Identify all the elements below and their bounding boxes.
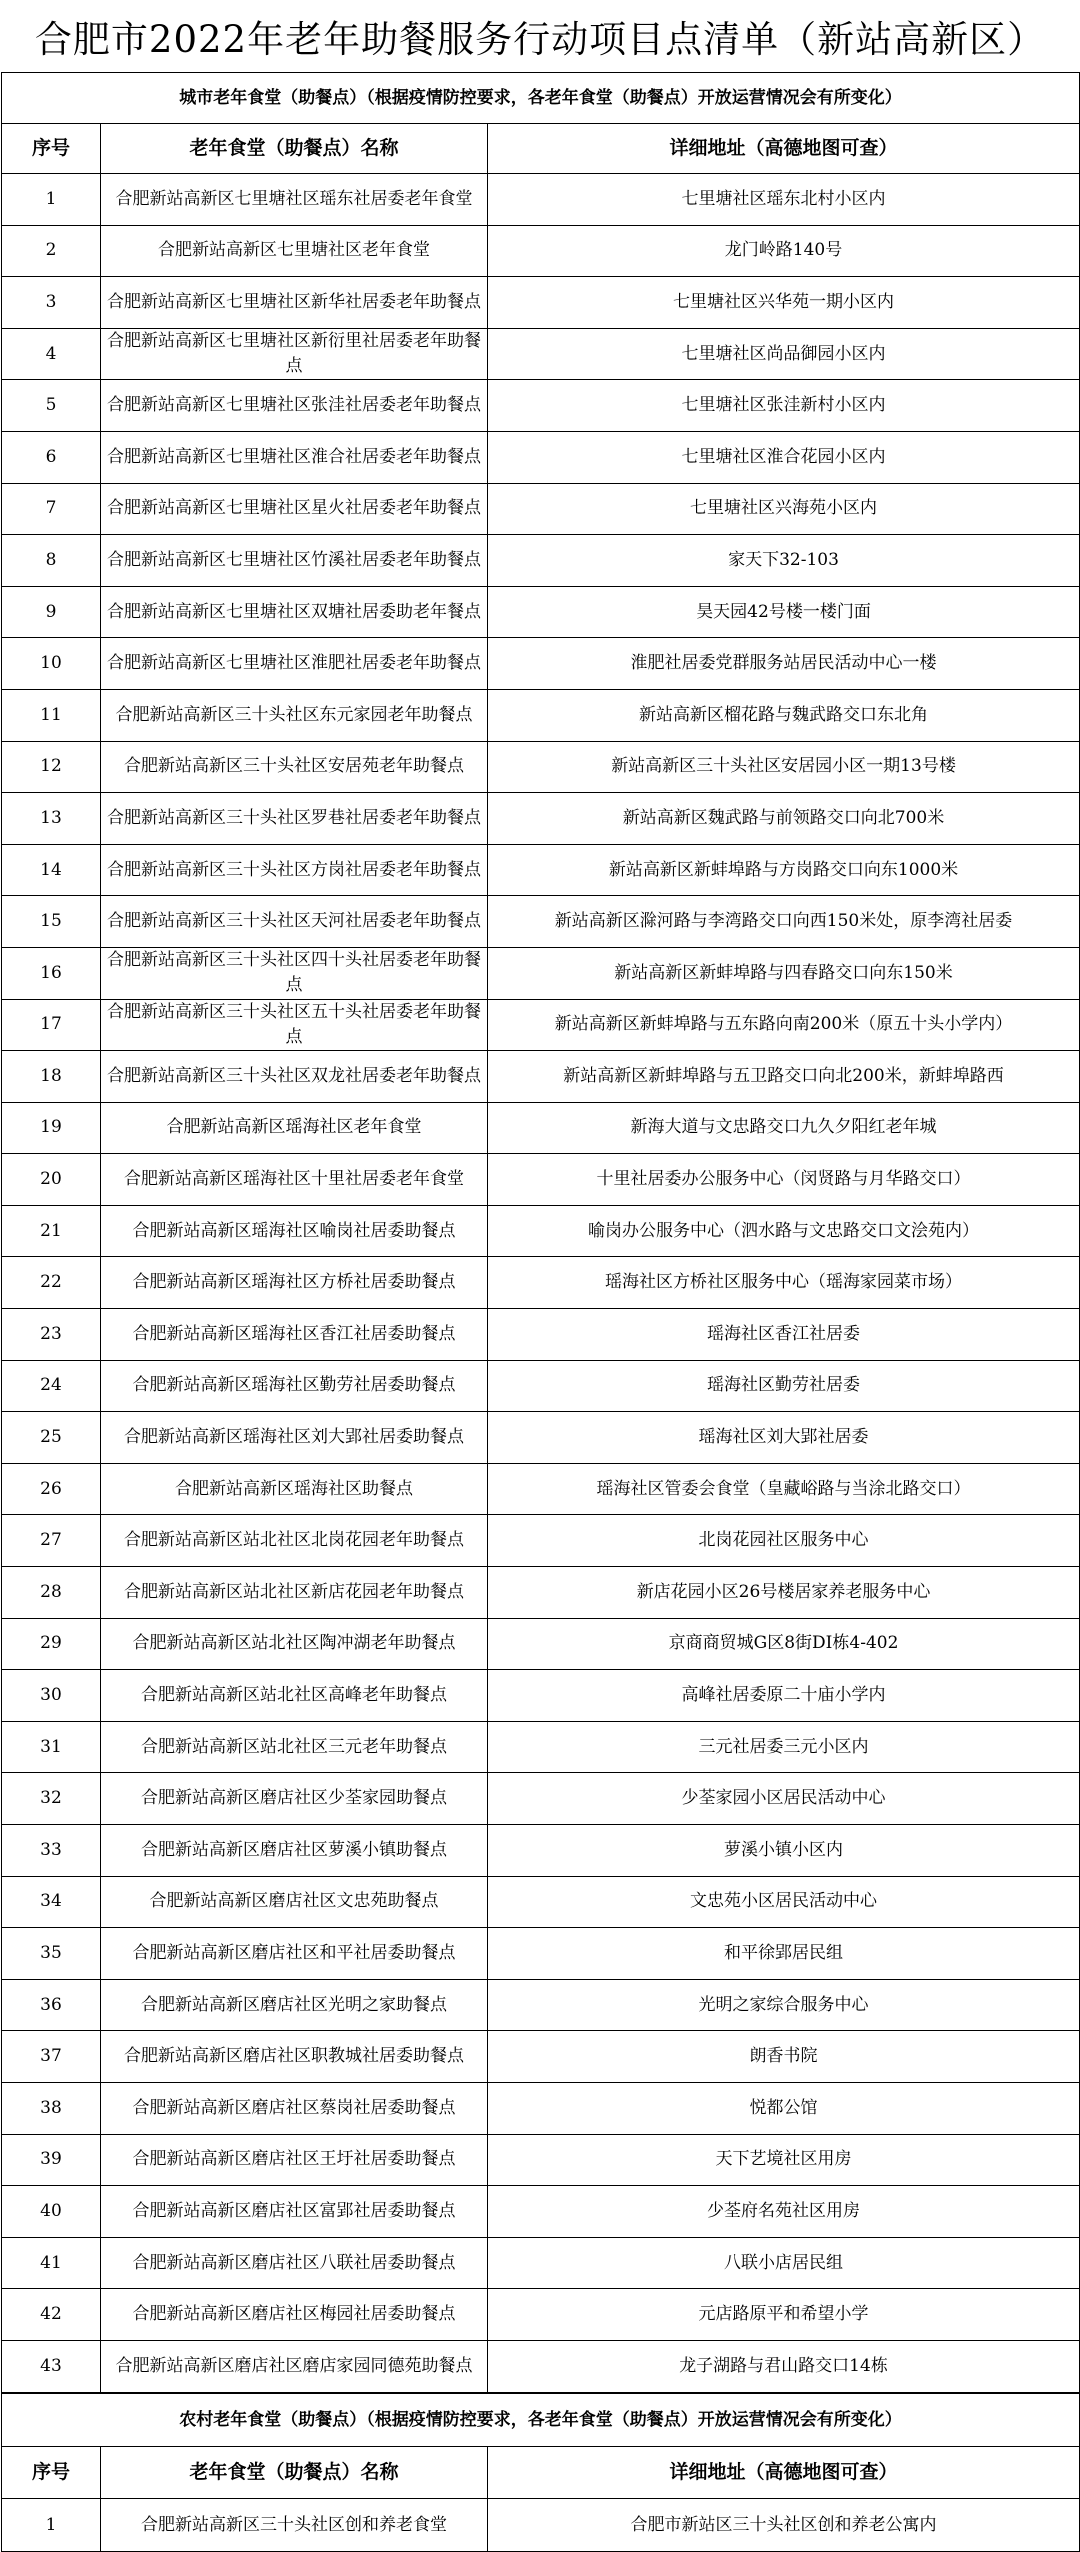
canteen-address: 新店花园小区26号楼居家养老服务中心 bbox=[488, 1567, 1080, 1619]
canteen-address: 新站高新区魏武路与前领路交口向北700米 bbox=[488, 793, 1080, 845]
table-row bbox=[2, 328, 1080, 380]
canteen-name: 合肥新站高新区七里塘社区张洼社居委老年助餐点 bbox=[101, 380, 488, 432]
canteen-address: 喻岗办公服务中心（泗水路与文忠路交口文浍苑内） bbox=[488, 1205, 1080, 1257]
table-row bbox=[2, 1721, 1080, 1773]
section-title: 农村老年食堂（助餐点）（根据疫情防控要求，各老年食堂（助餐点）开放运营情况会有所变化） bbox=[2, 2394, 1080, 2447]
column-header-row bbox=[2, 124, 1080, 174]
canteen-address: 京商商贸城G区8街DI栋4-402 bbox=[488, 1618, 1080, 1670]
canteen-address: 龙子湖路与君山路交口14栋 bbox=[488, 2340, 1080, 2392]
table-row bbox=[2, 1825, 1080, 1877]
table-row bbox=[2, 2186, 1080, 2238]
canteen-name: 合肥新站高新区磨店社区磨店家园同德苑助餐点 bbox=[101, 2340, 488, 2392]
table-row bbox=[2, 2499, 1080, 2552]
canteen-address: 光明之家综合服务中心 bbox=[488, 1979, 1080, 2031]
column-header-address: 详细地址（高德地图可查） bbox=[488, 124, 1080, 174]
canteen-name: 合肥新站高新区三十头社区五十头社居委老年助餐点 bbox=[101, 999, 488, 1051]
row-number: 21 bbox=[2, 1205, 101, 1257]
table-row bbox=[2, 741, 1080, 793]
row-number: 39 bbox=[2, 2134, 101, 2186]
table-row bbox=[2, 689, 1080, 741]
table-row bbox=[2, 277, 1080, 329]
canteen-address: 七里塘社区张洼新村小区内 bbox=[488, 380, 1080, 432]
canteen-address: 少荃府名苑社区用房 bbox=[488, 2186, 1080, 2238]
canteen-address: 瑶海社区勤劳社居委 bbox=[488, 1360, 1080, 1412]
row-number: 1 bbox=[2, 174, 101, 226]
table-row bbox=[2, 1412, 1080, 1464]
canteen-name: 合肥新站高新区站北社区北岗花园老年助餐点 bbox=[101, 1515, 488, 1567]
canteen-name: 合肥新站高新区三十头社区天河社居委老年助餐点 bbox=[101, 896, 488, 948]
table-row bbox=[2, 1051, 1080, 1103]
canteen-address: 三元社居委三元小区内 bbox=[488, 1721, 1080, 1773]
canteen-name: 合肥新站高新区瑶海社区刘大郢社居委助餐点 bbox=[101, 1412, 488, 1464]
canteen-name: 合肥新站高新区瑶海社区十里社居委老年食堂 bbox=[101, 1154, 488, 1206]
canteen-name: 合肥新站高新区磨店社区少荃家园助餐点 bbox=[101, 1773, 488, 1825]
page-title: 合肥市2022年老年助餐服务行动项目点清单（新站高新区） bbox=[34, 18, 1046, 61]
canteen-address: 高峰社居委原二十庙小学内 bbox=[488, 1670, 1080, 1722]
column-header-address: 详细地址（高德地图可查） bbox=[488, 2447, 1080, 2499]
section-title: 城市老年食堂（助餐点）（根据疫情防控要求，各老年食堂（助餐点）开放运营情况会有所变化） bbox=[2, 73, 1080, 124]
canteen-address: 天下艺境社区用房 bbox=[488, 2134, 1080, 2186]
row-number: 11 bbox=[2, 689, 101, 741]
row-number: 42 bbox=[2, 2289, 101, 2341]
canteen-name: 合肥新站高新区站北社区三元老年助餐点 bbox=[101, 1721, 488, 1773]
row-number: 33 bbox=[2, 1825, 101, 1877]
canteen-name: 合肥新站高新区瑶海社区助餐点 bbox=[101, 1463, 488, 1515]
row-number: 30 bbox=[2, 1670, 101, 1722]
column-header-name: 老年食堂（助餐点）名称 bbox=[101, 124, 488, 174]
canteen-name: 合肥新站高新区磨店社区梅园社居委助餐点 bbox=[101, 2289, 488, 2341]
table-row bbox=[2, 1515, 1080, 1567]
canteen-name: 合肥新站高新区瑶海社区勤劳社居委助餐点 bbox=[101, 1360, 488, 1412]
row-number: 8 bbox=[2, 535, 101, 587]
row-number: 5 bbox=[2, 380, 101, 432]
table-row bbox=[2, 380, 1080, 432]
table-row bbox=[2, 1618, 1080, 1670]
canteen-name: 合肥新站高新区三十头社区东元家园老年助餐点 bbox=[101, 689, 488, 741]
row-number: 10 bbox=[2, 638, 101, 690]
canteen-address: 少荃家园小区居民活动中心 bbox=[488, 1773, 1080, 1825]
canteen-address: 新站高新区新蚌埠路与五卫路交口向北200米，新蚌埠路西 bbox=[488, 1051, 1080, 1103]
canteen-address: 十里社居委办公服务中心（闵贤路与月华路交口） bbox=[488, 1154, 1080, 1206]
canteen-name: 合肥新站高新区磨店社区八联社居委助餐点 bbox=[101, 2237, 488, 2289]
canteen-address: 朗香书院 bbox=[488, 2031, 1080, 2083]
row-number: 29 bbox=[2, 1618, 101, 1670]
canteen-name: 合肥新站高新区七里塘社区双塘社居委助老年餐点 bbox=[101, 586, 488, 638]
canteen-name: 合肥新站高新区瑶海社区方桥社居委助餐点 bbox=[101, 1257, 488, 1309]
table-row bbox=[2, 2237, 1080, 2289]
canteen-address: 新站高新区滁河路与李湾路交口向西150米处，原李湾社居委 bbox=[488, 896, 1080, 948]
canteen-name: 合肥新站高新区三十头社区双龙社居委老年助餐点 bbox=[101, 1051, 488, 1103]
canteen-name: 合肥新站高新区七里塘社区淮肥社居委老年助餐点 bbox=[101, 638, 488, 690]
canteen-name: 合肥新站高新区磨店社区职教城社居委助餐点 bbox=[101, 2031, 488, 2083]
table-row bbox=[2, 483, 1080, 535]
table-row bbox=[2, 174, 1080, 226]
canteen-address: 淮肥社居委党群服务站居民活动中心一楼 bbox=[488, 638, 1080, 690]
row-number: 20 bbox=[2, 1154, 101, 1206]
canteen-name: 合肥新站高新区三十头社区罗巷社居委老年助餐点 bbox=[101, 793, 488, 845]
row-number: 14 bbox=[2, 844, 101, 896]
row-number: 7 bbox=[2, 483, 101, 535]
row-number: 15 bbox=[2, 896, 101, 948]
row-number: 40 bbox=[2, 2186, 101, 2238]
row-number: 34 bbox=[2, 1876, 101, 1928]
table-row bbox=[2, 947, 1080, 999]
row-number: 18 bbox=[2, 1051, 101, 1103]
table-row bbox=[2, 2082, 1080, 2134]
canteen-name: 合肥新站高新区三十头社区安居苑老年助餐点 bbox=[101, 741, 488, 793]
canteen-address: 瑶海社区香江社居委 bbox=[488, 1309, 1080, 1361]
table-row bbox=[2, 1567, 1080, 1619]
canteen-address: 悦都公馆 bbox=[488, 2082, 1080, 2134]
row-number: 12 bbox=[2, 741, 101, 793]
canteen-name: 合肥新站高新区站北社区陶冲湖老年助餐点 bbox=[101, 1618, 488, 1670]
canteen-name: 合肥新站高新区磨店社区蔡岗社居委助餐点 bbox=[101, 2082, 488, 2134]
column-header-name: 老年食堂（助餐点）名称 bbox=[101, 2447, 488, 2499]
canteen-name: 合肥新站高新区磨店社区和平社居委助餐点 bbox=[101, 1928, 488, 1980]
canteen-address: 瑶海社区刘大郢社居委 bbox=[488, 1412, 1080, 1464]
row-number: 28 bbox=[2, 1567, 101, 1619]
canteen-name: 合肥新站高新区三十头社区方岗社居委老年助餐点 bbox=[101, 844, 488, 896]
canteen-address: 七里塘社区兴华苑一期小区内 bbox=[488, 277, 1080, 329]
canteen-address: 新站高新区三十头社区安居园小区一期13号楼 bbox=[488, 741, 1080, 793]
canteen-name: 合肥新站高新区磨店社区文忠苑助餐点 bbox=[101, 1876, 488, 1928]
canteen-address: 北岗花园社区服务中心 bbox=[488, 1515, 1080, 1567]
row-number: 23 bbox=[2, 1309, 101, 1361]
row-number: 38 bbox=[2, 2082, 101, 2134]
canteen-address: 昊天园42号楼一楼门面 bbox=[488, 586, 1080, 638]
row-number: 37 bbox=[2, 2031, 101, 2083]
canteen-address: 元店路原平和希望小学 bbox=[488, 2289, 1080, 2341]
rural-canteen-table bbox=[1, 2393, 1080, 2552]
table-row bbox=[2, 2031, 1080, 2083]
row-number: 41 bbox=[2, 2237, 101, 2289]
canteen-address: 八联小店居民组 bbox=[488, 2237, 1080, 2289]
row-number: 27 bbox=[2, 1515, 101, 1567]
table-row bbox=[2, 1360, 1080, 1412]
row-number: 9 bbox=[2, 586, 101, 638]
row-number: 24 bbox=[2, 1360, 101, 1412]
table-row bbox=[2, 1773, 1080, 1825]
table-row bbox=[2, 1309, 1080, 1361]
canteen-name: 合肥新站高新区磨店社区光明之家助餐点 bbox=[101, 1979, 488, 2031]
row-number: 6 bbox=[2, 431, 101, 483]
table-row bbox=[2, 2340, 1080, 2392]
canteen-address: 家天下32-103 bbox=[488, 535, 1080, 587]
row-number: 17 bbox=[2, 999, 101, 1051]
table-row bbox=[2, 225, 1080, 277]
row-number: 13 bbox=[2, 793, 101, 845]
canteen-address: 新海大道与文忠路交口九久夕阳红老年城 bbox=[488, 1102, 1080, 1154]
row-number: 36 bbox=[2, 1979, 101, 2031]
canteen-address: 七里塘社区瑶东北村小区内 bbox=[488, 174, 1080, 226]
canteen-name: 合肥新站高新区七里塘社区星火社居委老年助餐点 bbox=[101, 483, 488, 535]
canteen-name: 合肥新站高新区磨店社区萝溪小镇助餐点 bbox=[101, 1825, 488, 1877]
table-row bbox=[2, 896, 1080, 948]
canteen-address: 新站高新区新蚌埠路与四春路交口向东150米 bbox=[488, 947, 1080, 999]
table-row bbox=[2, 1463, 1080, 1515]
canteen-name: 合肥新站高新区站北社区高峰老年助餐点 bbox=[101, 1670, 488, 1722]
table-row bbox=[2, 535, 1080, 587]
canteen-name: 合肥新站高新区七里塘社区竹溪社居委老年助餐点 bbox=[101, 535, 488, 587]
table-row bbox=[2, 1876, 1080, 1928]
canteen-name: 合肥新站高新区瑶海社区老年食堂 bbox=[101, 1102, 488, 1154]
section-header-rural bbox=[2, 2394, 1080, 2447]
table-row bbox=[2, 638, 1080, 690]
canteen-name: 合肥新站高新区七里塘社区老年食堂 bbox=[101, 225, 488, 277]
table-row bbox=[2, 1979, 1080, 2031]
column-header-row bbox=[2, 2447, 1080, 2499]
table-row bbox=[2, 1154, 1080, 1206]
row-number: 35 bbox=[2, 1928, 101, 1980]
row-number: 19 bbox=[2, 1102, 101, 1154]
canteen-name: 合肥新站高新区三十头社区四十头社居委老年助餐点 bbox=[101, 947, 488, 999]
canteen-address: 七里塘社区尚品御园小区内 bbox=[488, 328, 1080, 380]
canteen-name: 合肥新站高新区站北社区新店花园老年助餐点 bbox=[101, 1567, 488, 1619]
row-number: 1 bbox=[2, 2499, 101, 2552]
table-row bbox=[2, 2289, 1080, 2341]
row-number: 43 bbox=[2, 2340, 101, 2392]
canteen-address: 新站高新区榴花路与魏武路交口东北角 bbox=[488, 689, 1080, 741]
column-header-num: 序号 bbox=[2, 124, 101, 174]
canteen-address: 龙门岭路140号 bbox=[488, 225, 1080, 277]
row-number: 22 bbox=[2, 1257, 101, 1309]
canteen-address: 新站高新区新蚌埠路与五东路向南200米（原五十头小学内） bbox=[488, 999, 1080, 1051]
canteen-name: 合肥新站高新区瑶海社区香江社居委助餐点 bbox=[101, 1309, 488, 1361]
canteen-address: 文忠苑小区居民活动中心 bbox=[488, 1876, 1080, 1928]
table-row bbox=[2, 2134, 1080, 2186]
canteen-address: 七里塘社区兴海苑小区内 bbox=[488, 483, 1080, 535]
canteen-address: 和平徐郢居民组 bbox=[488, 1928, 1080, 1980]
canteen-address: 瑶海社区方桥社区服务中心（瑶海家园菜市场） bbox=[488, 1257, 1080, 1309]
table-row bbox=[2, 1928, 1080, 1980]
table-row bbox=[2, 999, 1080, 1051]
table-row bbox=[2, 1257, 1080, 1309]
canteen-name: 合肥新站高新区七里塘社区瑶东社居委老年食堂 bbox=[101, 174, 488, 226]
row-number: 2 bbox=[2, 225, 101, 277]
table-row bbox=[2, 1102, 1080, 1154]
row-number: 4 bbox=[2, 328, 101, 380]
row-number: 31 bbox=[2, 1721, 101, 1773]
table-row bbox=[2, 1670, 1080, 1722]
canteen-address: 合肥市新站区三十头社区创和养老公寓内 bbox=[488, 2499, 1080, 2552]
table-row bbox=[2, 844, 1080, 896]
canteen-address: 萝溪小镇小区内 bbox=[488, 1825, 1080, 1877]
section-header-urban bbox=[2, 73, 1080, 124]
canteen-name: 合肥新站高新区七里塘社区新华社居委老年助餐点 bbox=[101, 277, 488, 329]
canteen-address: 瑶海社区管委会食堂（皇藏峪路与当涂北路交口） bbox=[488, 1463, 1080, 1515]
column-header-num: 序号 bbox=[2, 2447, 101, 2499]
urban-canteen-table bbox=[1, 72, 1080, 2393]
canteen-name: 合肥新站高新区七里塘社区淮合社居委老年助餐点 bbox=[101, 431, 488, 483]
canteen-name: 合肥新站高新区三十头社区创和养老食堂 bbox=[101, 2499, 488, 2552]
row-number: 32 bbox=[2, 1773, 101, 1825]
row-number: 26 bbox=[2, 1463, 101, 1515]
canteen-name: 合肥新站高新区磨店社区王圩社居委助餐点 bbox=[101, 2134, 488, 2186]
canteen-name: 合肥新站高新区磨店社区富郢社居委助餐点 bbox=[101, 2186, 488, 2238]
row-number: 25 bbox=[2, 1412, 101, 1464]
canteen-name: 合肥新站高新区七里塘社区新衍里社居委老年助餐点 bbox=[101, 328, 488, 380]
table-row bbox=[2, 586, 1080, 638]
row-number: 3 bbox=[2, 277, 101, 329]
table-row bbox=[2, 793, 1080, 845]
table-row bbox=[2, 431, 1080, 483]
canteen-address: 新站高新区新蚌埠路与方岗路交口向东1000米 bbox=[488, 844, 1080, 896]
canteen-address: 七里塘社区淮合花园小区内 bbox=[488, 431, 1080, 483]
row-number: 16 bbox=[2, 947, 101, 999]
table-row bbox=[2, 1205, 1080, 1257]
canteen-name: 合肥新站高新区瑶海社区喻岗社居委助餐点 bbox=[101, 1205, 488, 1257]
